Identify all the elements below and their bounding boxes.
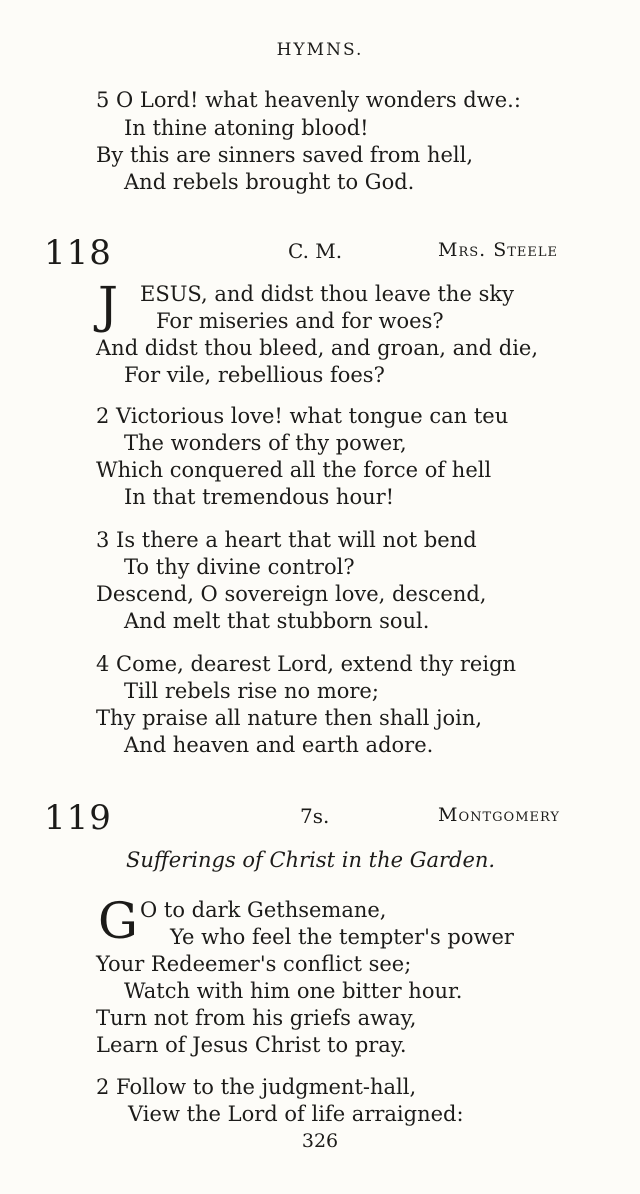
verse-line: And melt that stubborn soul. — [124, 609, 430, 633]
hymn-number: 118 — [44, 233, 112, 273]
hymn-meter: C. M. — [288, 239, 343, 263]
verse-line: 3 Is there a heart that will not bend — [96, 528, 477, 552]
verse-line: O to dark Gethsemane, — [140, 898, 387, 922]
verse-line: Till rebels rise no more; — [124, 679, 379, 703]
running-header: HYMNS. — [276, 40, 364, 60]
verse-line: In thine atoning blood! — [124, 116, 369, 140]
verse-line: Descend, O sovereign love, descend, — [96, 582, 487, 606]
verse-line: ESUS, and didst thou leave the sky — [140, 282, 514, 306]
verse-line: Learn of Jesus Christ to pray. — [96, 1033, 407, 1057]
hymn-subtitle: Sufferings of Christ in the Garden. — [126, 848, 496, 872]
verse-line: Watch with him one bitter hour. — [124, 979, 463, 1003]
hymn-author: Montgomery — [438, 804, 560, 826]
verse-line: View the Lord of life arraigned: — [128, 1102, 464, 1126]
hymn-meter: 7s. — [300, 804, 330, 828]
drop-cap: G — [98, 892, 138, 950]
verse-line: For vile, rebellious foes? — [124, 363, 385, 387]
verse-line: By this are sinners saved from hell, — [96, 143, 474, 167]
verse-line: 2 Victorious love! what tongue can teu — [96, 404, 509, 428]
verse-line: And didst thou bleed, and groan, and die, — [96, 336, 539, 360]
drop-cap: J — [98, 276, 119, 334]
verse-line: The wonders of thy power, — [124, 431, 407, 455]
verse-line: In that tremendous hour! — [124, 485, 395, 509]
verse-line: To thy divine control? — [124, 555, 355, 579]
verse-line: Ye who feel the tempter's power — [170, 925, 514, 949]
verse-line: Which conquered all the force of hell — [96, 458, 492, 482]
verse-line: And heaven and earth adore. — [124, 733, 434, 757]
verse-line: For miseries and for woes? — [156, 309, 444, 333]
verse-line: Your Redeemer's conflict see; — [96, 952, 412, 976]
verse-line: 4 Come, dearest Lord, extend thy reign — [96, 652, 517, 676]
verse-line: Turn not from his griefs away, — [96, 1006, 417, 1030]
page-number: 326 — [301, 1130, 339, 1152]
hymn-number: 119 — [44, 798, 112, 838]
verse-line: 2 Follow to the judgment-hall, — [96, 1075, 417, 1099]
verse-line: And rebels brought to God. — [124, 170, 415, 194]
hymn-author: Mrs. Steele — [438, 239, 559, 261]
verse-line: 5 O Lord! what heavenly wonders dwe.: — [96, 88, 521, 112]
verse-line: Thy praise all nature then shall join, — [96, 706, 483, 730]
